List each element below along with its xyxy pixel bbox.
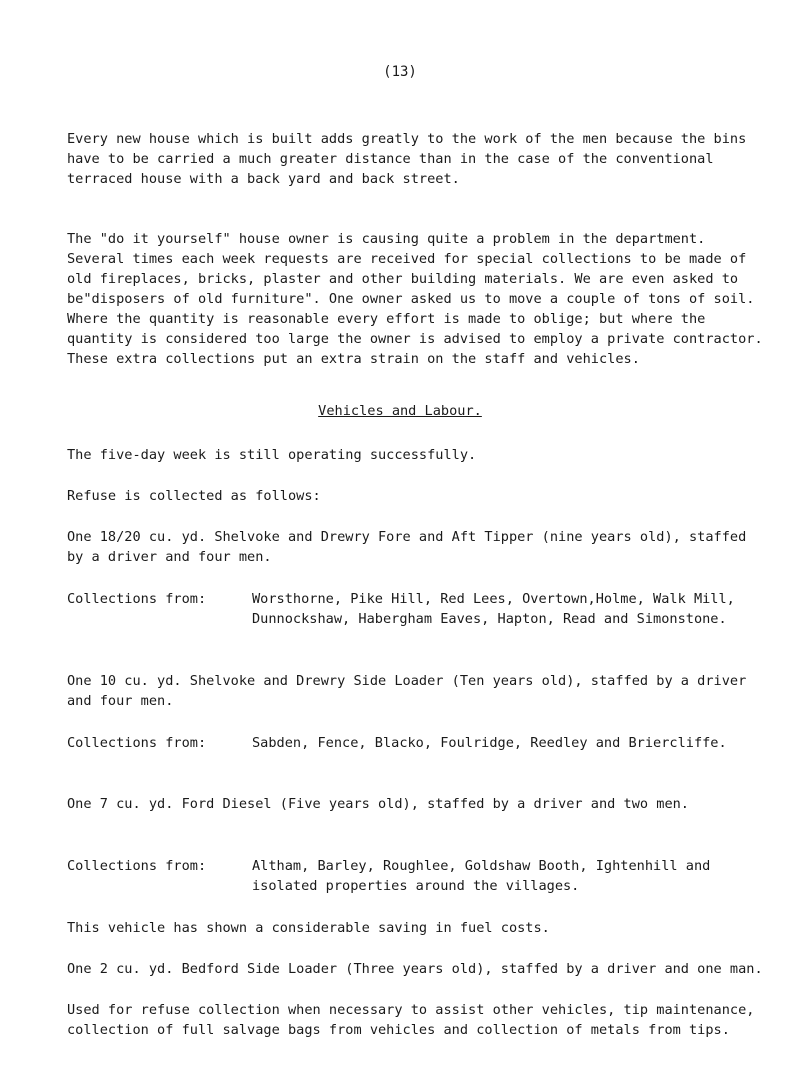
collections-label: Collections from: bbox=[67, 591, 207, 607]
collections-list: Worsthorne, Pike Hill, Red Lees, Overtown,Holme, Walk Mill, Dunnockshaw, Habergham Eaves, Hapton, Read and Simonstone. bbox=[252, 591, 735, 627]
collections-label: Collections from: bbox=[67, 735, 207, 751]
refuse-intro-text: Refuse is collected as follows: bbox=[67, 488, 321, 504]
diy-paragraph: The "do it yourself" house owner is causing quite a problem in the department. Several times each week requests are received for special collections to be made of old fireplaces, bricks, plaster and other building materials. We are even asked to be"disposers of old furniture". One owner asked us to move a couple of tons of soil. Where the quantity is reasonable every effort is made to oblige; but where the quantity is considered too large the owner is advised to employ a private contractor. These extra collections put an extra strain on the staff and vehicles. bbox=[67, 231, 763, 367]
section-heading: Vehicles and Labour. bbox=[318, 403, 482, 419]
vehicle-2-description: One 10 cu. yd. Shelvoke and Drewry Side Loader (Ten years old), staffed by a driver and four men. bbox=[67, 673, 747, 709]
five-day-week-text: The five-day week is still operating successfully. bbox=[67, 447, 477, 463]
vehicle-1-description: One 18/20 cu. yd. Shelvoke and Drewry Fore and Aft Tipper (nine years old), staffed by a driver and four men. bbox=[67, 529, 747, 565]
bedford-description: One 2 cu. yd. Bedford Side Loader (Three years old), staffed by a driver and one man. bbox=[67, 961, 763, 977]
intro-paragraph: Every new house which is built adds greatly to the work of the men because the bins have to be carried a much greater distance than in the case of the conventional terraced house with a back yard and back street. bbox=[67, 131, 747, 187]
collections-list: Altham, Barley, Roughlee, Goldshaw Booth, Ightenhill and isolated properties around the villages. bbox=[252, 858, 711, 894]
collections-list: Sabden, Fence, Blacko, Foulridge, Reedley and Briercliffe. bbox=[252, 735, 727, 751]
bedford-use-text: Used for refuse collection when necessary to assist other vehicles, tip maintenance, collection of full salvage bags from vehicles and collection of metals from tips. bbox=[67, 1002, 755, 1038]
collections-label: Collections from: bbox=[67, 858, 207, 874]
page-number: (13) bbox=[383, 64, 417, 80]
fuel-saving-text: This vehicle has shown a considerable saving in fuel costs. bbox=[67, 920, 550, 936]
vehicle-3-description: One 7 cu. yd. Ford Diesel (Five years old), staffed by a driver and two men. bbox=[67, 796, 689, 812]
